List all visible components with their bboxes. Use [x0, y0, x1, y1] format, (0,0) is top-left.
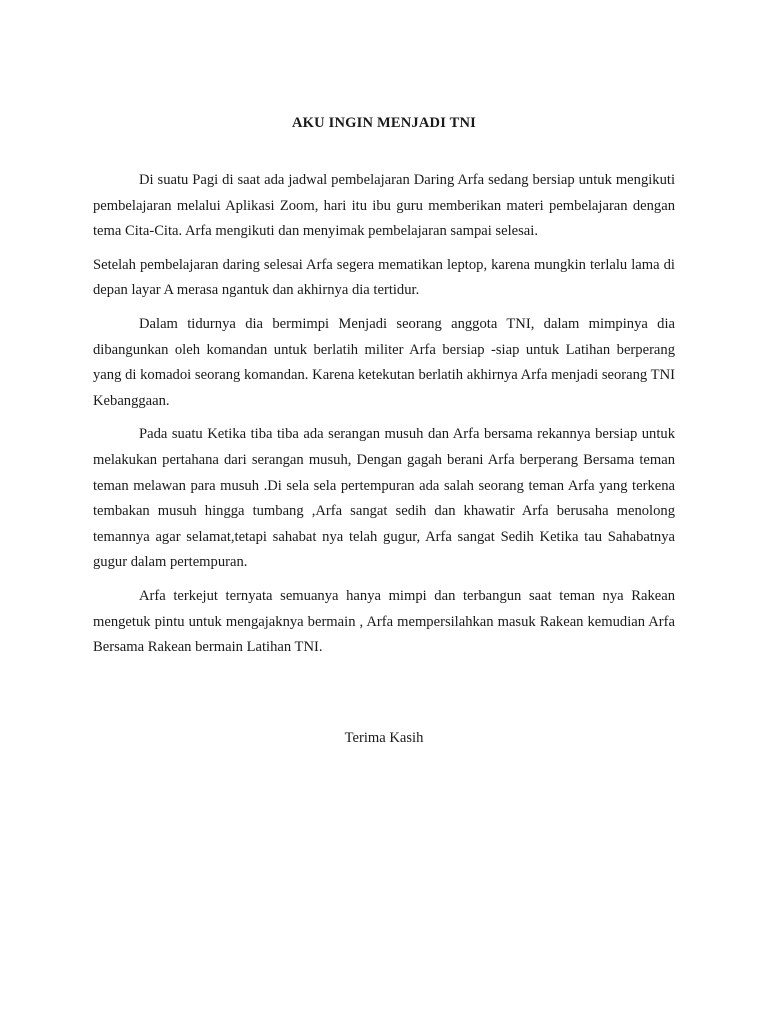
- closing-text: Terima Kasih: [344, 730, 424, 746]
- document-body: [93, 168, 675, 669]
- paragraph-2: Setelah pembelajaran daring selesai Arfa segera mematikan leptop, karena mungkin terlalu lama di depan layar A merasa ngantuk dan akhirnya dia tertidur.: [93, 256, 675, 299]
- paragraph-4: Pada suatu Ketika tiba tiba ada serangan musuh dan Arfa bersama rekannya bersiap untuk melakukan pertahana dari serangan musuh, Dengan gagah berani Arfa berperang Bersama teman teman melawan para musuh .Di sela sela pertempuran ada salah seorang teman Arfa yang terkena tembakan musuh hingga tumbang ,Arfa sangat sedih dan khawatir Arfa berusaha menolong temannya agar selamat,tetapi sahabat nya telah gugur, Arfa sangat Sedih Ketika tau Sahabatnya gugur dalam pertempuran.: [93, 426, 675, 571]
- paragraph-5: Arfa terkejut ternyata semuanya hanya mimpi dan terbangun saat teman nya Rakean mengetuk pintu untuk mengajaknya bermain , Arfa mempersilahkan masuk Rakean kemudian Arfa Bersama Rakean bermain Latihan TNI.: [93, 587, 675, 656]
- paragraph-3: Dalam tidurnya dia bermimpi Menjadi seorang anggota TNI, dalam mimpinya dia dibangunkan oleh komandan untuk berlatih militer Arfa bersiap -siap untuk Latihan berperang yang di komadoi seorang komandan. Karena ketekutan berlatih akhirnya Arfa menjadi seorang TNI Kebanggaan.: [93, 315, 675, 409]
- paragraph-1: Di suatu Pagi di saat ada jadwal pembelajaran Daring Arfa sedang bersiap untuk mengikuti pembelajaran melalui Aplikasi Zoom, hari itu ibu guru memberikan materi pembelajaran dengan tema Cita-Cita. Arfa mengikuti dan menyimak pembelajaran sampai selesai.: [93, 172, 675, 240]
- document-title: AKU INGIN MENJADI TNI: [292, 115, 476, 131]
